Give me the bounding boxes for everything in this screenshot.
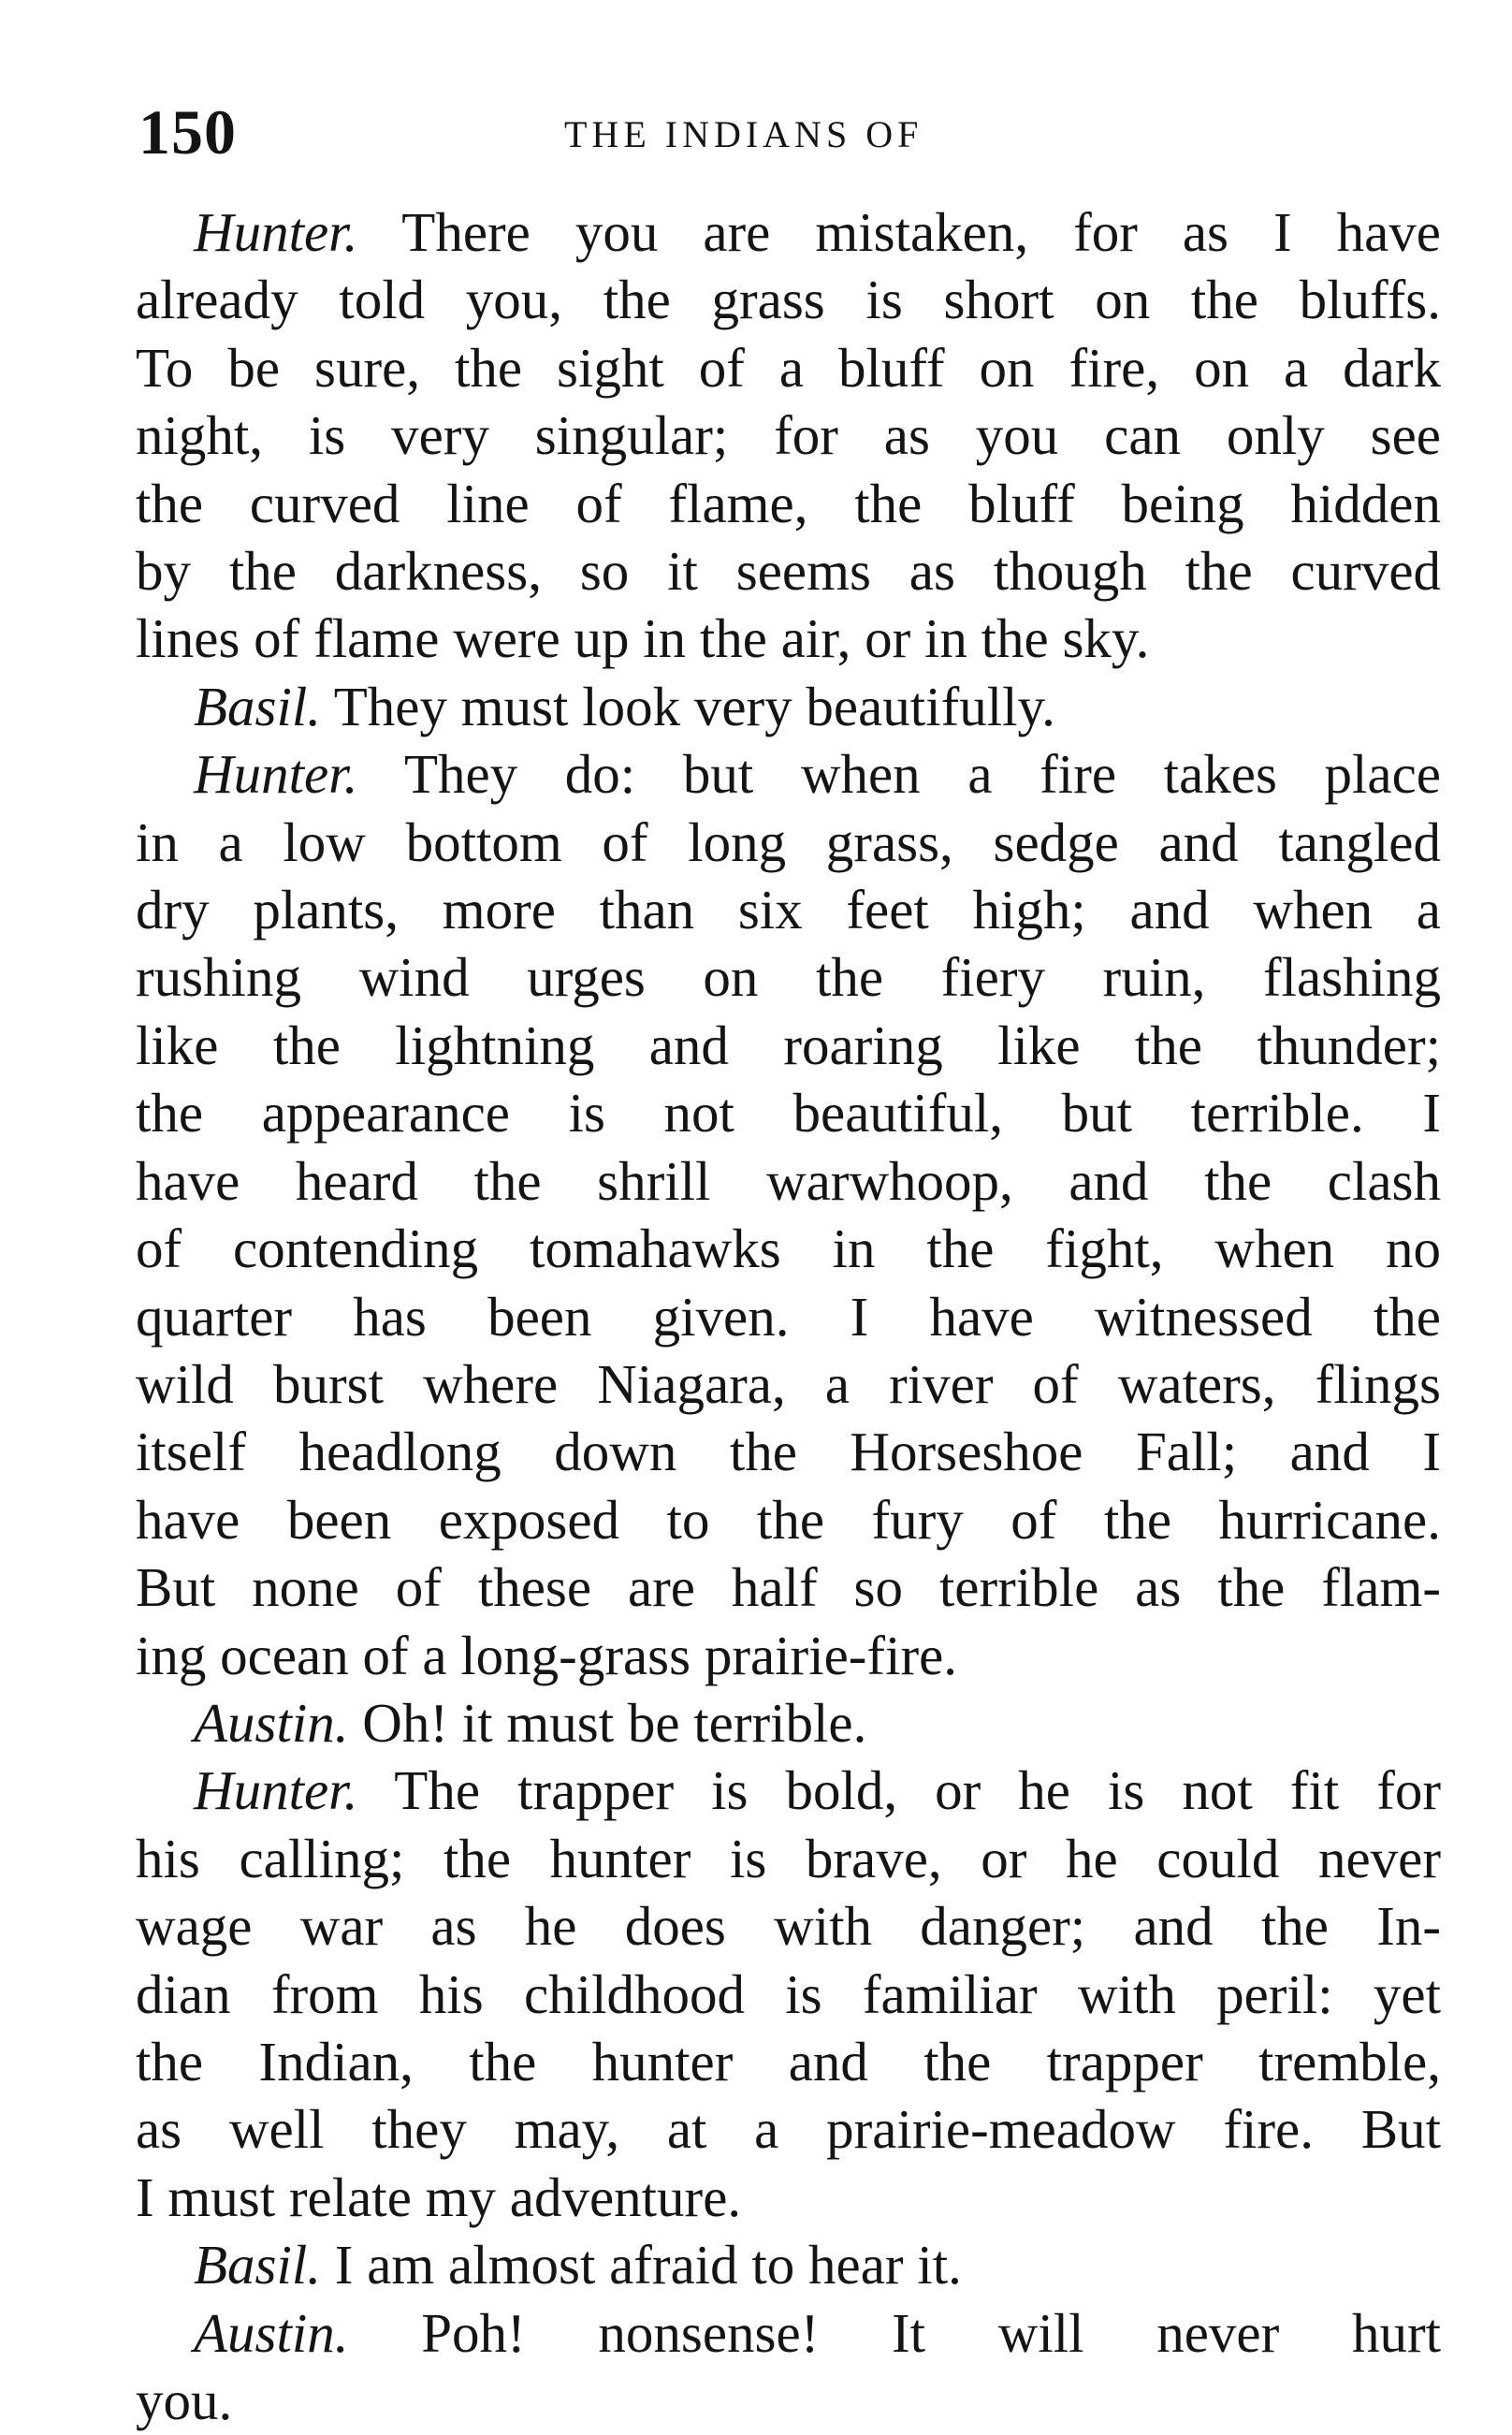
text-line: the appearance is not beautiful, but terrible. I bbox=[136, 1082, 1441, 1145]
speaker-name: Austin. bbox=[194, 1691, 349, 1754]
paragraph bbox=[136, 1689, 1441, 1757]
line-text: Oh! it must be terrible. bbox=[348, 1691, 867, 1754]
speaker-name: Hunter. bbox=[194, 743, 358, 806]
text-line: the curved line of flame, the bluff being hidden bbox=[136, 472, 1441, 534]
text-line: wage war as he does with danger; and the In- bbox=[136, 1895, 1441, 1958]
text-line: the Indian, the hunter and the trapper tremble, bbox=[136, 2030, 1441, 2092]
page-number: 150 bbox=[138, 96, 237, 168]
paragraph bbox=[136, 740, 1441, 1689]
paragraph bbox=[136, 1757, 1441, 2231]
paragraph bbox=[136, 673, 1441, 740]
text-line: I must relate my adventure. bbox=[136, 2165, 742, 2228]
text-line: already told you, the grass is short on the bluffs. bbox=[136, 269, 1441, 331]
line-text: Poh! nonsense! It will never hurt bbox=[348, 2301, 1441, 2364]
speaker-name: Basil. bbox=[194, 675, 322, 737]
text-line bbox=[136, 673, 1441, 740]
speaker-name: Basil. bbox=[194, 2234, 322, 2296]
text-line bbox=[136, 1689, 1441, 1757]
text-line: itself headlong down the Horseshoe Fall; and I bbox=[136, 1421, 1441, 1483]
line-text: I am almost afraid to hear it. bbox=[321, 2234, 962, 2296]
text-line bbox=[136, 2231, 1441, 2298]
text-line: night, is very singular; for as you can only see bbox=[136, 404, 1441, 467]
text-line: in a low bottom of long grass, sedge and tangled bbox=[136, 810, 1441, 873]
line-text: They do: but when a fire takes place bbox=[357, 743, 1441, 806]
text-line: like the lightning and roaring like the thunder; bbox=[136, 1013, 1441, 1076]
paragraph bbox=[136, 2299, 1441, 2435]
text-line: To be sure, the sight of a bluff on fire, on a dark bbox=[136, 336, 1441, 399]
line-text: The trapper is bold, or he is not fit for bbox=[357, 1759, 1441, 1822]
text-line bbox=[136, 740, 1441, 808]
text-line: dian from his childhood is familiar with peril: yet bbox=[136, 1962, 1441, 2025]
text-line: dry plants, more than six feet high; and when a bbox=[136, 879, 1441, 941]
paragraph bbox=[136, 198, 1441, 673]
text-line bbox=[136, 198, 1441, 266]
speaker-name: Hunter. bbox=[194, 1759, 358, 1822]
text-line bbox=[136, 2299, 1441, 2367]
text-line: you. bbox=[136, 2369, 233, 2431]
text-line: have been exposed to the fury of the hurricane. bbox=[136, 1488, 1441, 1551]
text-line: lines of flame were up in the air, or in the sky. bbox=[136, 607, 1150, 670]
text-line: have heard the shrill warwhoop, and the clash bbox=[136, 1149, 1441, 1212]
page-text bbox=[136, 198, 1441, 2434]
speaker-name: Hunter. bbox=[194, 201, 358, 263]
speaker-name: Austin. bbox=[194, 2301, 349, 2364]
text-line: wild burst where Niagara, a river of waters, flings bbox=[136, 1352, 1441, 1415]
text-line: of contending tomahawks in the fight, when no bbox=[136, 1218, 1441, 1280]
text-line: But none of these are half so terrible as the flam- bbox=[136, 1556, 1441, 1619]
line-text: They must look very beautifully. bbox=[321, 675, 1055, 737]
text-line: as well they may, at a prairie-meadow fire. But bbox=[136, 2098, 1441, 2161]
text-line: rushing wind urges on the fiery ruin, flashing bbox=[136, 946, 1441, 1009]
text-line bbox=[136, 1757, 1441, 1824]
running-head bbox=[138, 90, 1439, 174]
text-line: quarter has been given. I have witnessed the bbox=[136, 1285, 1441, 1348]
text-line: ing ocean of a long-grass prairie-fire. bbox=[136, 1624, 958, 1686]
text-line: his calling; the hunter is brave, or he could never bbox=[136, 1827, 1441, 1889]
text-line: by the darkness, so it seems as though the curved bbox=[136, 540, 1441, 603]
line-text: There you are mistaken, for as I have bbox=[357, 201, 1441, 263]
paragraph bbox=[136, 2231, 1441, 2298]
running-title: THE INDIANS OF bbox=[564, 113, 923, 155]
